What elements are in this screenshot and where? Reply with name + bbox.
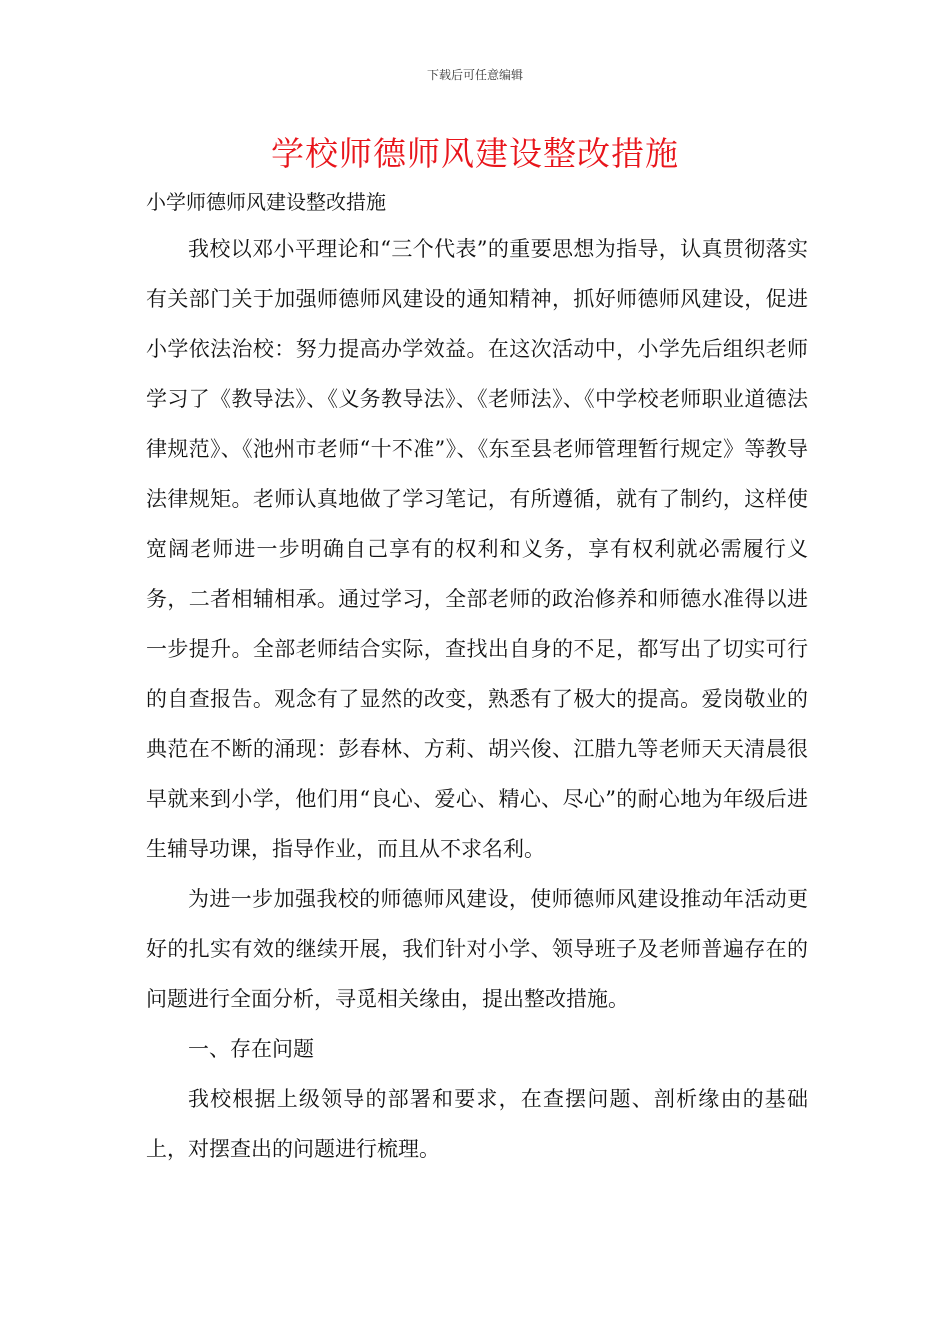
document-title: 学校师德师风建设整改措施 xyxy=(271,134,679,173)
body-paragraph: 我校以邓小平理论和“三个代表”的重要思想为指导，认真贯彻落实有关部门关于加强师德师风建设的通知精神，抓好师德师风建设，促进小学依法治校：努力提高办学效益。在这次活动中，小学先后组织老师学习了《教导法》、《义务教导法》、《老师法》、《中学校老师职业道德法律规范》、《池州市老师“十不准”》、《东至县老师管理暂行规定》等教导法律规矩。老师认真地做了学习笔记，有所遵循，就有了制约，这样使宽阔老师进一步明确自己享有的权利和义务，享有权利就必需履行义务，二者相辅相承。通过学习，全部老师的政治修养和师德水准得以进一步提升。全部老师结合实际，查找出自身的不足，都写出了切实可行的自查报告。观念有了显然的改变，熟悉有了极大的提高。爱岗敬业的典范在不断的涌现：彭春林、方莉、胡兴俊、江腊九等老师天天清晨很早就来到小学，他们用“良心、爱心、精心、尽心”的耐心地为年级后进生辅导功课，指导作业，而且从不求名利。 xyxy=(146,237,808,861)
section-heading: 一、存在问题 xyxy=(188,1037,314,1061)
page-header-note: 下载后可任意编辑 xyxy=(426,68,523,82)
body-paragraph: 我校根据上级领导的部署和要求，在查摆问题、剖析缘由的基础上，对摆查出的问题进行梳理。 xyxy=(146,1087,808,1161)
document-subtitle: 小学师德师风建设整改措施 xyxy=(146,190,386,214)
document-body xyxy=(146,224,808,1174)
body-paragraph: 为进一步加强我校的师德师风建设，使师德师风建设推动年活动更好的扎实有效的继续开展，我们针对小学、领导班子及老师普遍存在的问题进行全面分析，寻觅相关缘由，提出整改措施。 xyxy=(146,887,808,1011)
